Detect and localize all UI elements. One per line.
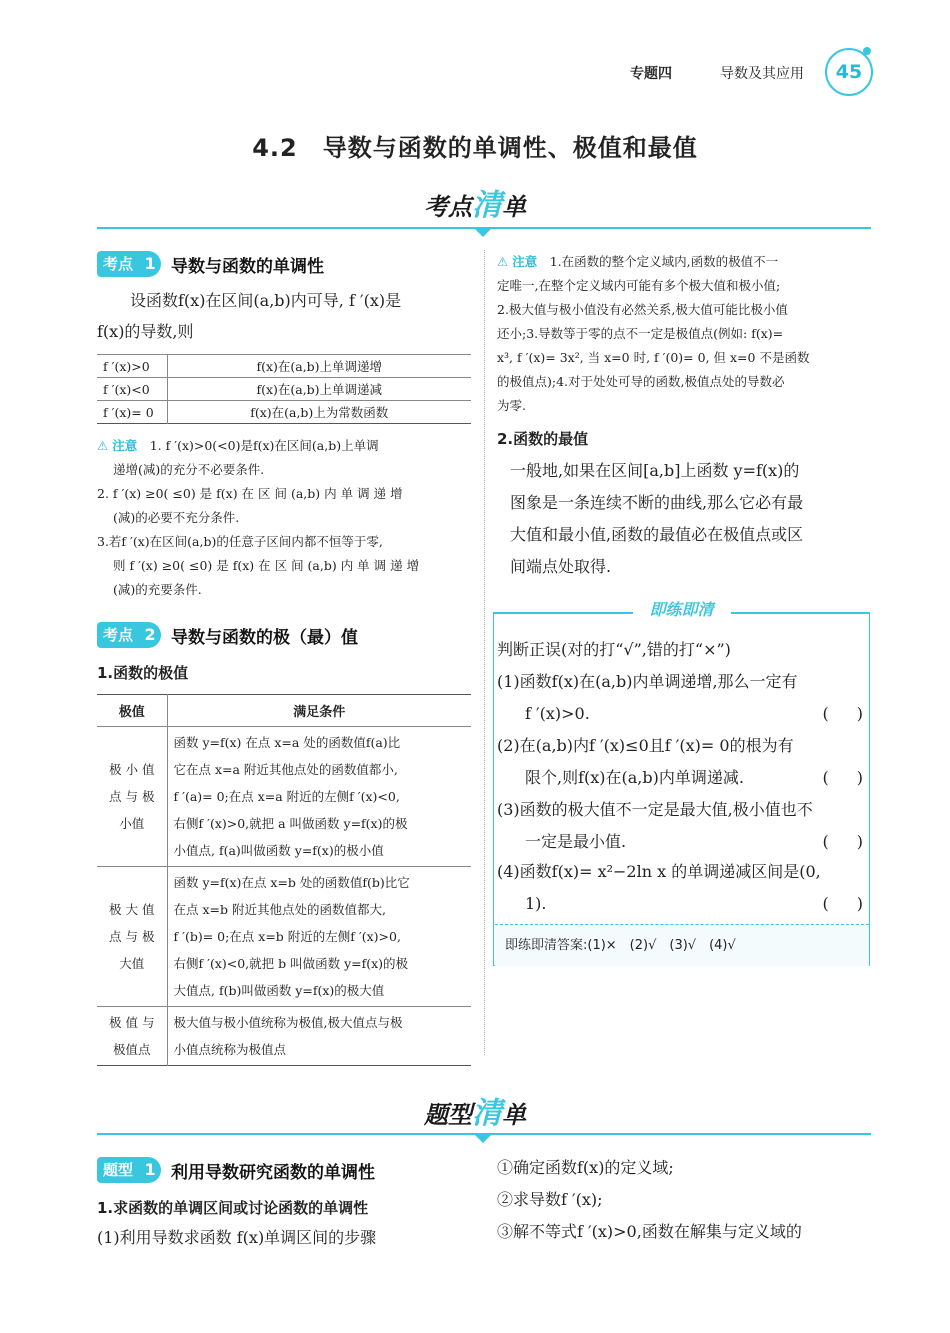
page-dot-icon (863, 47, 871, 55)
warning-icon: ⚠ (97, 438, 109, 453)
tx1-line: (1)利用导数求函数 f(x)单调区间的步骤 (97, 1228, 377, 1247)
kp1-notes: ⚠ 注意 1. f ′(x)>0(<0)是f(x)在区间(a,b)上单调 递增(减)的充分不必要条件. 2. f ′(x) ≥0( ≤0) 是 f(x) 在 区 间 (a,b) 内 单 调 递 增 (减)的必要不充分条件. 3.若f ′(x)在区间(a,b)的任意子区间内都不恒等于零, 则 f ′(x) ≥0( ≤0) 是 f(x) 在 区 间 (a,b) 内 单 调 递 增 (减)的充要条件. (97, 438, 420, 597)
banner-kaodian: 考点清单 (424, 188, 526, 223)
banner-notch-icon (474, 228, 492, 237)
extreme-value-subtitle: 2.函数的最值 (497, 430, 589, 448)
extremum-table: 极值 满足条件 极 小 值 点 与 极 小值 函数 y=f(x) 在点 x=a 处的函数值f(a)比 它在点 x=a 附近其他点处的函数值都小, f ′(a)= 0;在点 x=a 附近的左侧f ′(x)<0, 右侧f ′(x)>0,就把 a 叫做函数 y=f(x)的极 小值点, f(a)叫做函数 y=f(x)的极小值 极 大 值 点 与 极 大值 函数 y=f(x)在点 x=b 处的函数值f(b)比它 在点 x=b 附近其他点处的函数值都大, f ′(b)= 0;在点 x=b 附近的左侧f ′(x)>0, 右侧f ′(x)<0,就把 b 叫做函数 y=f(x)的极 大值点, f(b)叫做函数 y=f(x)的极大值 极 值 与 极值点 极大值与极小值统称为极值,极大值点与极 小值点统称为极值点 (97, 694, 471, 1066)
table-row: 极 值 与 极值点 极大值与极小值统称为极值,极大值点与极 小值点统称为极值点 (97, 1007, 471, 1066)
kp2-tag: 考点 2 导数与函数的极（最）值 (97, 622, 358, 648)
banner-notch-icon (474, 1134, 492, 1143)
table-row: f ′(x)<0 f(x)在(a,b)上单调递减 (97, 378, 471, 401)
question-1: (1)函数f(x)在(a,b)内单调递增,那么一定有 ( ) f ′(x)>0. (497, 672, 869, 723)
header-chapter: 导数及其应用 (720, 66, 804, 82)
table-row: f ′(x)= 0 f(x)在(a,b)上为常数函数 (97, 401, 471, 424)
question-2: (2)在(a,b)内f ′(x)≤0且f ′(x)= 0的根为有 ( ) 限个,则f(x)在(a,b)内单调递减. (497, 736, 869, 787)
page-title: 4.2 导数与函数的单调性、极值和最值 (252, 134, 698, 162)
practice-answer: 即练即清答案:(1)× (2)√ (3)√ (4)√ (495, 924, 869, 966)
table-row: 极 小 值 点 与 极 小值 函数 y=f(x) 在点 x=a 处的函数值f(a)比 它在点 x=a 附近其他点处的函数值都小, f ′(a)= 0;在点 x=a 附近的左侧f ′(x)<0, 右侧f ′(x)>0,就把 a 叫做函数 y=f(x)的极 小值点, f(a)叫做函数 y=f(x)的极小值 (97, 727, 471, 867)
kp1-intro2: f(x)的导数,则 (97, 322, 194, 341)
extreme-value-paragraph: 一般地,如果在区间[a,b]上函数 y=f(x)的 图象是一条连续不断的曲线,那么它必有最 大值和最小值,函数的最值必在极值点或区 间端点处取得. (510, 461, 804, 576)
table-row: f ′(x)>0 f(x)在(a,b)上单调递增 (97, 355, 471, 378)
page-number: 45 (825, 48, 873, 96)
kp2-notes: ⚠ 注意 1.在函数的整个定义域内,函数的极值不一 定唯一,在整个定义域内可能有多个极大值和极小值; 2.极大值与极小值没有必然关系,极大值可能比极小值 还小;3.导数等于零的点不一定是极值点(例如: f(x)= x³, f ′(x)= 3x², 当 x=0 时, f ′(0)= 0, 但 x=0 不是函数 的极值点);4.对于处处可导的函数,极值点处的导数必 为零. (497, 254, 810, 413)
banner-tixing: 题型清单 (424, 1096, 526, 1131)
kp1-tag: 考点 1 导数与函数的单调性 (97, 251, 324, 277)
tx1-tag: 题型 1 利用导数研究函数的单调性 (97, 1157, 375, 1183)
kp2-subtitle: 1.函数的极值 (97, 664, 189, 682)
kp1-intro1: 设函数f(x)在区间(a,b)内可导, f ′(x)是 (130, 291, 402, 310)
tx1-subtitle: 1.求函数的单调区间或讨论函数的单调性 (97, 1199, 369, 1217)
tx1-steps: ①确定函数f(x)的定义域; ②求导数f ′(x); ③解不等式f ′(x)>0,函数在解集与定义域的 (497, 1158, 802, 1241)
column-divider (484, 250, 485, 1055)
practice-title: 即练即清 (649, 600, 714, 619)
question-3: (3)函数的极大值不一定是最大值,极小值也不 ( ) 一定是最小值. (497, 800, 869, 851)
monotonic-table (97, 354, 471, 424)
warning-icon: ⚠ (497, 254, 509, 269)
table-row: 极 大 值 点 与 极 大值 函数 y=f(x)在点 x=b 处的函数值f(b)比它 在点 x=b 附近其他点处的函数值都大, f ′(b)= 0;在点 x=b 附近的左侧f ′(x)>0, 右侧f ′(x)<0,就把 b 叫做函数 y=f(x)的极 大值点, f(b)叫做函数 y=f(x)的极大值 (97, 867, 471, 1007)
header-section: 专题四 (630, 66, 672, 82)
question-4: (4)函数f(x)= x²−2ln x 的单调递减区间是(0, ( ) 1). (497, 862, 869, 913)
judge-instruction: 判断正误(对的打“√”,错的打“×”) (497, 640, 731, 659)
